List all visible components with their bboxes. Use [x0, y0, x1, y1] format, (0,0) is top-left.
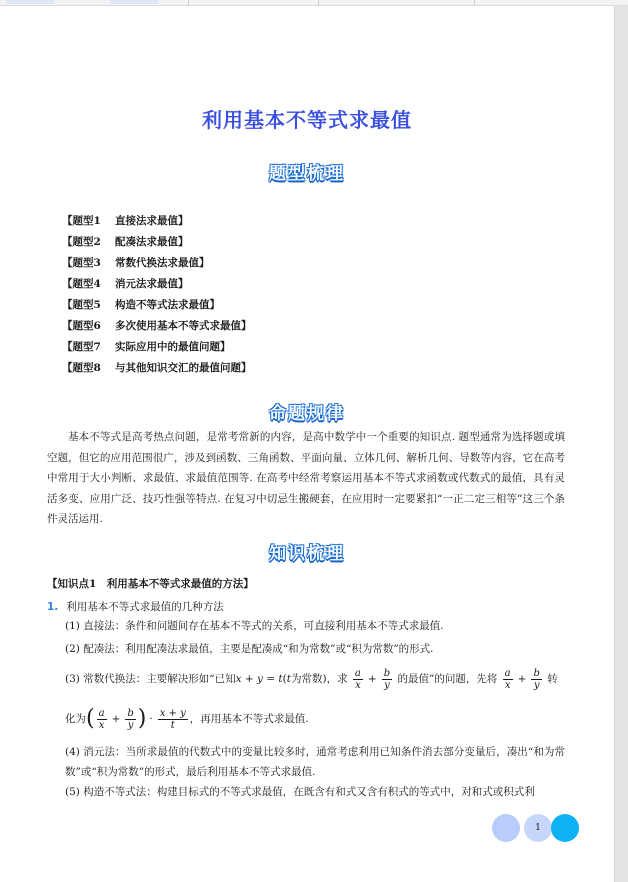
- section-heading-knowledge: 知识梳理: [269, 544, 345, 564]
- fraction-a-over-x: $\frac{a}{x}$: [354, 667, 361, 691]
- method-complement: (2) 配凑法：利用配凑法求最值，主要是配凑成“和为常数”或“积为常数”的形式.: [65, 643, 434, 655]
- vertical-scrollbar[interactable]: [614, 6, 628, 882]
- list-item: 【题型3 常数代换法求最值】: [62, 257, 210, 269]
- method-construct-inequality: (5) 构造不等式法：构建目标式的不等式求最值，在既含有和式又含有积式的等式中，对和式或积式利: [65, 786, 535, 798]
- list-item: 【题型4 消元法求最值】: [62, 278, 189, 290]
- list-item: 【题型2 配凑法求最值】: [62, 236, 189, 248]
- method-constant-substitution-cont: 化为( $\frac{a}{x}$ + $\frac{b}{y}$ ) · $\frac{x + y}{t}$ ，再用基本不等式求最值.: [65, 706, 309, 731]
- fraction-a-over-x: $\frac{a}{x}$: [504, 667, 511, 691]
- section-heading-types: 题型梳理: [269, 164, 345, 184]
- knowledge-item-1: [47, 599, 224, 614]
- list-item: 【题型6 多次使用基本不等式求最值】: [62, 320, 252, 332]
- item-text: 利用基本不等式求最值的几种方法: [66, 601, 224, 613]
- page-decoration-right: [551, 814, 579, 842]
- document-page: [0, 6, 614, 882]
- knowledge-point-heading: 【知识点1 利用基本不等式求最值的方法】: [47, 578, 254, 590]
- fraction-b-over-y: $\frac{b}{y}$: [383, 667, 391, 691]
- fraction-b-over-y: $\frac{b}{y}$: [127, 707, 134, 731]
- method-direct: (1) 直接法：条件和问题间存在基本不等式的关系，可直接利用基本不等式求最值.: [65, 620, 444, 632]
- page-decoration-left: [492, 814, 520, 842]
- list-item: 【题型1 直接法求最值】: [62, 215, 189, 227]
- fraction-sum-over-t: $\frac{x + y}{t}$: [159, 707, 186, 731]
- question-type-list: [62, 211, 542, 379]
- rules-paragraph: 基本不等式是高考热点问题，是常考常新的内容，是高中数学中一个重要的知识点. 题型通常为选择题或填空题，但它的应用范围很广，涉及到函数、三角函数、平面向量、立体几何、解析几何、导数等内容，它在高考中常用于大小判断、求最值、求最值范围等. 在高考中经常考察运用基本不等式求函数或代数式的最值，具有灵活多变、应用广泛、技巧性强等特点. 在复习中切忌生搬硬套，在应用时一定要紧扣“一正二定三相等”这三个条件灵活运用.: [47, 431, 565, 526]
- list-item: 【题型8 与其他知识交汇的最值问题】: [62, 362, 252, 374]
- page-number: 1: [524, 814, 552, 842]
- section-heading-rules: 命题规律: [269, 404, 345, 424]
- document-title: 利用基本不等式求最值: [202, 108, 412, 132]
- method-elimination: (4) 消元法：当所求最值的代数式中的变量比较多时，通常考虑利用已知条件消去部分变量后，凑出“和为常数”或“积为常数”的形式，最后利用基本不等式求最值.: [65, 746, 565, 778]
- method-constant-substitution: (3) 常数代换法：主要解决形如“已知x + y = t(t为常数)，求 $\frac{a}{x}$ + $\frac{b}{y}$ 的最值”的问题，先将 $\frac{a}{x}$ + $\frac{b}{y}$ 转: [65, 667, 558, 691]
- fraction-a-over-x: $\frac{a}{x}$: [98, 707, 105, 731]
- toolbar-tab-marker[interactable]: [6, 0, 54, 4]
- list-item: 【题型7 实际应用中的最值问题】: [62, 341, 231, 353]
- fraction-b-over-y: $\frac{b}{y}$: [533, 667, 540, 691]
- list-item: 【题型5 构造不等式法求最值】: [62, 299, 220, 311]
- toolbar-tab-marker[interactable]: [110, 0, 158, 4]
- item-number: 1.: [47, 601, 59, 613]
